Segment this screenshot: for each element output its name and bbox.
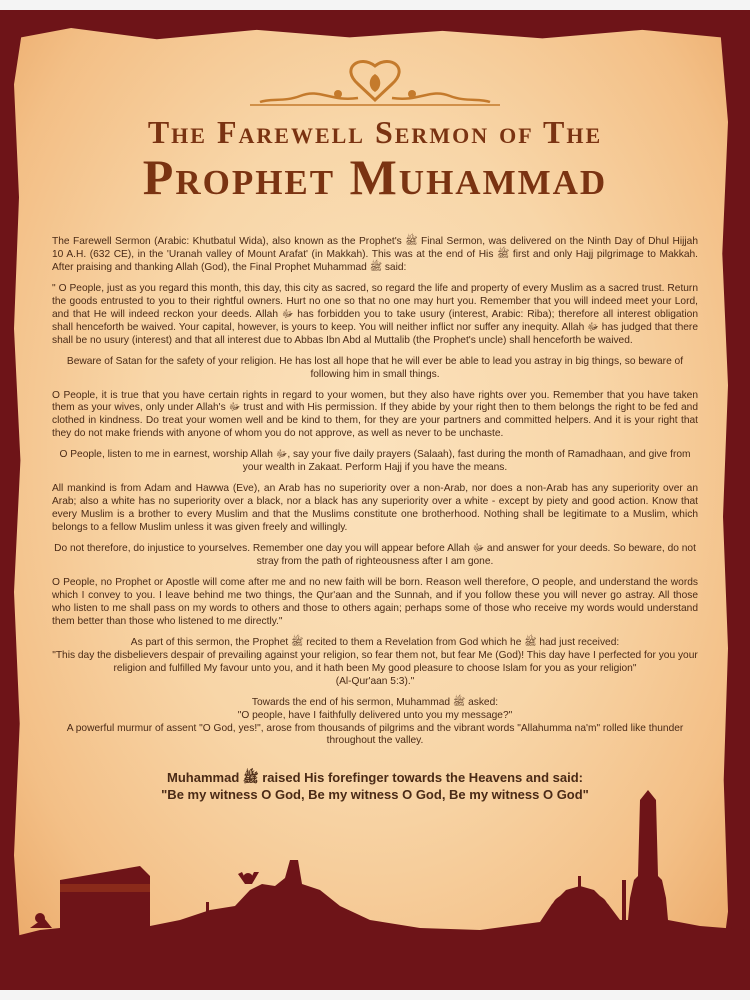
revelation-reference: (Al-Qur'aan 5:3)." [335, 675, 415, 687]
paragraph: All mankind is from Adam and Hawwa (Eve), an Arab has no superiority over a non-Arab, nor does a non-Arab has any superiority over an Arab; also a white has no superiority over a black, nor a black has any superiority over a white - except by piety and good action. Know that every Muslim is a brother to every Muslim and that the Muslims constitute one brotherhood. Nothing shall be legitimate to a Muslim, which belongs to a fellow Muslim unless it was given freely and willingly. [52, 483, 698, 534]
paragraph: O People, no Prophet or Apostle will come after me and no new faith will be born. Reason well therefore, O people, and understand the words which I convey to you. I leave behind me two things, the Qur'aan and the Sunnah, and if you follow these you will never go astray. All those who listen to me shall pass on my words to others and those to others again; perhaps some of those who receive my words would understand them better than those who listened to me directly." [52, 576, 698, 627]
paragraph: Beware of Satan for the safety of your religion. He has lost all hope that he will ever be able to lead you astray in big things, so beware of following him in small things. [66, 355, 684, 380]
ending-line3: A powerful murmur of assent "O God, yes!", arose from thousands of pilgrims and the vibrant words "Allahumma na'm" rolled like thunder throughout the valley. [66, 722, 684, 747]
page-title-line1: The Farewell Sermon of The [147, 114, 603, 150]
paragraph: O People, it is true that you have certain rights in regard to your women, but they also have rights over you. Remember that you have taken them as your wives, only under Allah's ﷻ trust and with His permission. If they abide by your right then to them belongs the right to be fed and clothed in kindness. Do treat your women well and be kind to them, for they are your partners and committed helpers. And it is your right that they do not make friends with anyone of whom you do not approve, as well as never to be unchaste. [52, 389, 699, 440]
paragraph-intro: The Farewell Sermon (Arabic: Khutbatul Wida), also known as the Prophet's ﷺ Final Sermon, was delivered on the Ninth Day of Dhul Hijjah 10 A.H. (632 CE), in the 'Uranah valley of Mount Arafat' (in Makkah). This was at the end of His ﷺ first and only Hajj pilgrimage to Makkah. After praising and thanking Allah (God), the Final Prophet Muhammad ﷺ said: [52, 236, 698, 273]
ornament-icon [240, 58, 510, 110]
paragraph: O People, listen to me in earnest, worship Allah ﷻ, say your five daily prayers (Salaah), fast during the month of Ramadhaan, and give from your wealth in Zakaat. Perform Hajj if you have the means. [59, 449, 691, 474]
closing-line1: Muhammad ﷺ raised His forefinger towards the Heavens and said: [167, 770, 583, 785]
closing-line2: "Be my witness O God, Be my witness O God, Be my witness O God" [161, 786, 589, 802]
revelation-intro: As part of this sermon, the Prophet ﷺ recited to them a Revelation from God which he ﷺ had just received: [130, 636, 620, 648]
ending-line2: "O people, have I faithfully delivered unto you my message?" [237, 709, 513, 721]
paragraph: " O People, just as you regard this month, this day, this city as sacred, so regard the life and property of every Muslim as a sacred trust. Return the goods entrusted to you to their rightful owners. Hurt no one so that no one may hurt you. Remember that you will indeed meet your Lord, and that He will indeed reckon your deeds. Allah ﷻ has forbidden you to take usury (interest, Arabic: Riba); therefore all interest obligation shall henceforth be waived. Your capital, however, is yours to keep. You will neither inflict nor suffer any inequity. Allah ﷻ has judged that there shall be no usury (interest) and that all interest due to Abbas Ibn Abd al Muttalib (the Prophet's uncle) shall henceforth be waived. [52, 282, 698, 346]
sermon-body [52, 236, 698, 756]
city-skyline-silhouette [0, 780, 750, 990]
page-title-line2: Prophet Muhammad [142, 149, 608, 205]
revelation-verse: "This day the disbelievers despair of prevailing against your religion, so fear them not, but fear Me (God)! This day have I perfected for you your religion and fulfilled My favour unto you, and it hath been My good pleasure to choose Islam for you as your religion" [52, 649, 698, 674]
paragraph: Do not therefore, do injustice to yourselves. Remember one day you will appear before Allah ﷻ and answer for your deeds. So beware, do not stray from the path of righteousness after I am gone. [54, 543, 696, 568]
ending-line1: Towards the end of his sermon, Muhammad ﷺ asked: [251, 696, 499, 708]
